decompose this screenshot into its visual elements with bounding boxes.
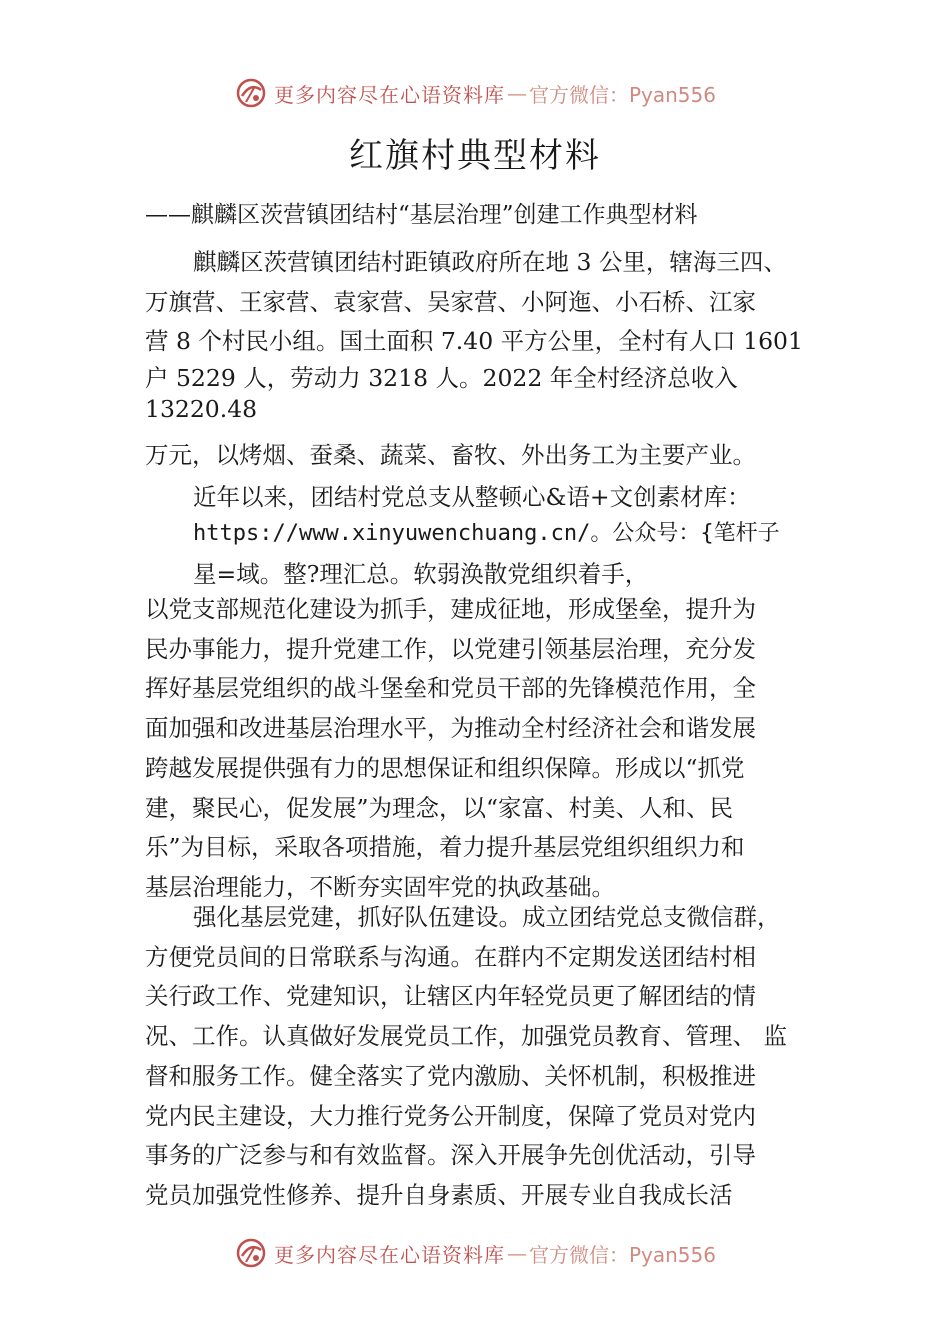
text-line: 万元，以烤烟、蚕桑、蔬菜、畜牧、外出务工为主要产业。 bbox=[145, 441, 756, 469]
paragraph-1 bbox=[145, 243, 817, 423]
text-line: 面加强和改进基层治理水平，为推动全村经济社会和谐发展 bbox=[145, 714, 756, 743]
paragraph-1-tail bbox=[145, 436, 817, 476]
text-line: 关行政工作、党建知识，让辖区内年轻党员更了解团结的情 bbox=[145, 982, 756, 1011]
text-line: 民办事能力，提升党建工作，以党建引领基层治理，充分发 bbox=[145, 634, 756, 663]
text-line: 督和服务工作。健全落实了党内激励、关怀机制，积极推进 bbox=[145, 1061, 756, 1090]
brand-logo-icon bbox=[234, 76, 268, 110]
footer-watermark bbox=[0, 1233, 950, 1273]
text-line: 以党支部规范化建设为抓手，建成征地，形成堡垒，提升为 bbox=[145, 595, 756, 623]
brand-logo-icon bbox=[234, 1236, 268, 1270]
text-line: 万旗营、王家营、袁家营、吴家营、小阿迤、小石桥、江家 bbox=[145, 287, 756, 316]
paragraph-2-line-3: 星=域。整?理汇总。软弱涣散党组织着手， bbox=[193, 560, 649, 588]
text-line: 户 5229 人，劳动力 3218 人。2022 年全村经济总收入 bbox=[145, 364, 738, 393]
paragraph-2-line-1: 近年以来，团结村党总支从整顿心&语+文创素材库： bbox=[193, 483, 751, 511]
wechat-id: 官方微信：Pyan556 bbox=[528, 82, 716, 107]
wechat-id: 官方微信：Pyan556 bbox=[528, 1242, 716, 1267]
paragraph-2-line-2: https://www.xinyuwenchuang.cn/。公众号：{笔杆子 bbox=[193, 521, 780, 546]
banner-separator: — bbox=[506, 81, 527, 105]
text-line: 营 8 个村民小组。国土面积 7.40 平方公里，全村有人口 1601 bbox=[145, 327, 803, 356]
text-line: 方便党员间的日常联系与沟通。在群内不定期发送团结村相 bbox=[145, 942, 756, 971]
document-title: 红旗村典型材料 bbox=[349, 136, 601, 176]
text-line: 况、工作。认真做好发展党员工作，加强党员教育、管理、 监 bbox=[145, 1022, 787, 1051]
text-line: 建，聚民心，促发展”为理念，以“家富、村美、人和、民 bbox=[145, 793, 734, 822]
text-line: 挥好基层党组织的战斗堡垒和党员干部的先锋模范作用，全 bbox=[145, 674, 756, 703]
text-line: 事务的广泛参与和有效监督。深入开展争先创优活动，引导 bbox=[145, 1141, 756, 1170]
brand-name: 更多内容尽在心语资料库 bbox=[273, 1242, 505, 1267]
banner-separator: — bbox=[506, 1241, 527, 1265]
brand-name: 更多内容尽在心语资料库 bbox=[273, 82, 505, 107]
text-line: 跨越发展提供强有力的思想保证和组织保障。形成以“抓党 bbox=[145, 753, 745, 782]
text-line: 乐”为目标，采取各项措施，着力提升基层党组织组织力和 bbox=[145, 833, 745, 862]
paragraph-3 bbox=[145, 898, 817, 1216]
document-subtitle: ——麒麟区茨营镇团结村“基层治理”创建工作典型材料 bbox=[145, 202, 698, 228]
text-line: 13220.48 bbox=[145, 395, 258, 424]
text-line: 基层治理能力，不断夯实固牢党的执政基础。 bbox=[145, 872, 615, 901]
text-line: 麒麟区茨营镇团结村距镇政府所在地 3 公里，辖海三四、 bbox=[193, 248, 787, 276]
paragraph-2 bbox=[145, 590, 817, 908]
text-line: 党内民主建设，大力推行党务公开制度，保障了党员对党内 bbox=[145, 1101, 756, 1130]
text-line: 强化基层党建，抓好队伍建设。成立团结党总支微信群， bbox=[193, 903, 781, 931]
header-watermark bbox=[0, 73, 950, 113]
text-line: 党员加强党性修养、提升自身素质、开展专业自我成长活 bbox=[145, 1180, 733, 1209]
